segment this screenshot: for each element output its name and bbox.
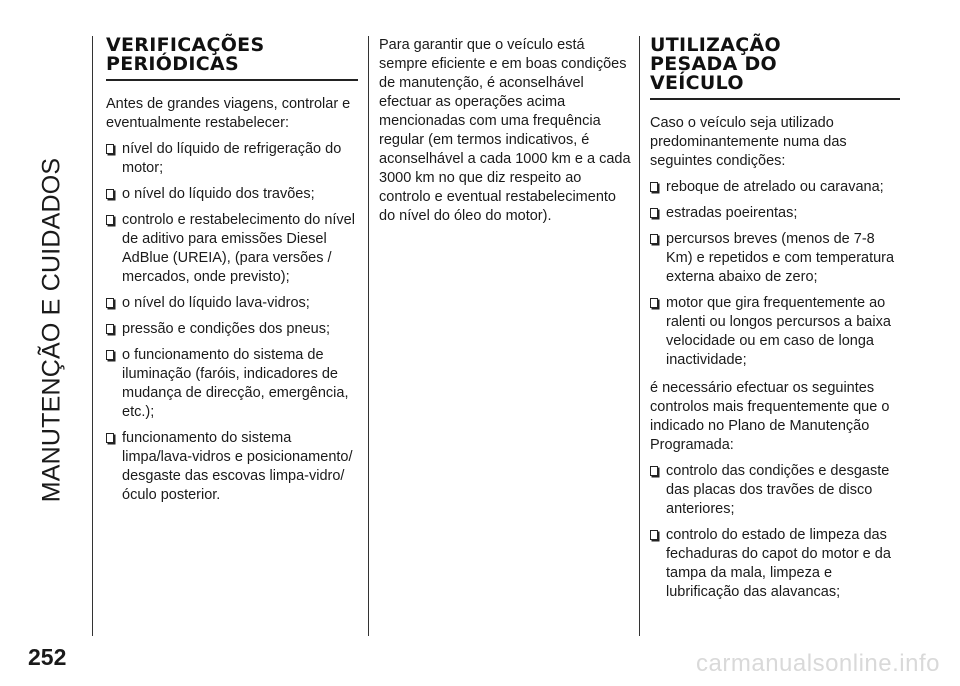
list-item: pressão e condições dos pneus; [106, 320, 358, 339]
column-2 [379, 36, 634, 226]
checkbox-bullet-icon [106, 433, 114, 443]
checkbox-bullet-icon [650, 530, 658, 540]
list-item: reboque de atrelado ou caravana; [650, 178, 900, 197]
checkbox-bullet-icon [106, 144, 114, 154]
list-item: estradas poeirentas; [650, 204, 900, 223]
checklist [650, 178, 900, 370]
checkbox-bullet-icon [650, 208, 658, 218]
list-item: controlo das condições e desgaste das placas dos travões de disco anteriores; [650, 462, 900, 519]
page-number: 252 [28, 644, 67, 670]
list-item: percursos breves (menos de 7-8 Km) e repetidos e com temperatura externa abaixo de zero; [650, 230, 900, 287]
checkbox-bullet-icon [106, 215, 114, 225]
section-intro: Antes de grandes viagens, controlar e eventualmente restabelecer: [106, 96, 351, 131]
list-item: o funcionamento do sistema de iluminação (faróis, indicadores de mudança de direcção, emergência, etc.); [106, 346, 358, 422]
checklist [650, 462, 900, 602]
checkbox-bullet-icon [106, 324, 114, 334]
checkbox-bullet-icon [650, 298, 658, 308]
checkbox-bullet-icon [650, 234, 658, 244]
checkbox-bullet-icon [106, 350, 114, 360]
list-item: controlo do estado de limpeza das fechaduras do capot do motor e da tampa da mala, limpeza e lubrificação das alavancas; [650, 526, 900, 602]
chapter-title: MANUTENÇÃO E CUIDADOS [37, 157, 66, 503]
watermark: carmanualsonline.info [696, 650, 940, 677]
checkbox-bullet-icon [650, 466, 658, 476]
section-heading-utilizacao-pesada: UTILIZAÇÃO PESADA DO VEÍCULO [650, 36, 900, 100]
column-divider [92, 36, 93, 636]
column-divider [368, 36, 369, 636]
list-item: controlo e restabelecimento do nível de aditivo para emissões Diesel AdBlue (UREIA), (para versões / mercados, onde previsto); [106, 211, 358, 287]
list-item: motor que gira frequentemente ao ralenti ou longos percursos a baixa velocidade ou em caso de longa inactividade; [650, 294, 900, 370]
list-item: o nível do líquido dos travões; [106, 185, 358, 204]
section-heading-verificacoes: VERIFICAÇÕES PERIÓDICAS [106, 36, 358, 81]
column-1 [106, 36, 358, 505]
checkbox-bullet-icon [106, 189, 114, 199]
checklist [106, 140, 358, 505]
list-item: funcionamento do sistema limpa/lava-vidros e posicionamento/ desgaste das escovas limpa-vidro/ óculo posterior. [106, 429, 358, 505]
list-item: o nível do líquido lava-vidros; [106, 294, 358, 313]
body-paragraph: Para garantir que o veículo está sempre eficiente e em boas condições de manutenção, é aconselhável efectuar as operações acima mencionadas com uma frequência regular (em termos indicativos, é aconselhável a cada 1000 km e a cada 3000 km no que diz respeito ao controlo e eventual restabelecimento do nível do óleo do motor). [379, 37, 631, 224]
column-divider [639, 36, 640, 636]
list-item: nível do líquido de refrigeração do motor; [106, 140, 358, 178]
checkbox-bullet-icon [650, 182, 658, 192]
column-3 [650, 36, 900, 602]
body-paragraph: é necessário efectuar os seguintes controlos mais frequentemente que o indicado no Plano de Manutenção Programada: [650, 380, 890, 453]
section-intro: Caso o veículo seja utilizado predominantemente numa das seguintes condições: [650, 115, 847, 169]
checkbox-bullet-icon [106, 298, 114, 308]
